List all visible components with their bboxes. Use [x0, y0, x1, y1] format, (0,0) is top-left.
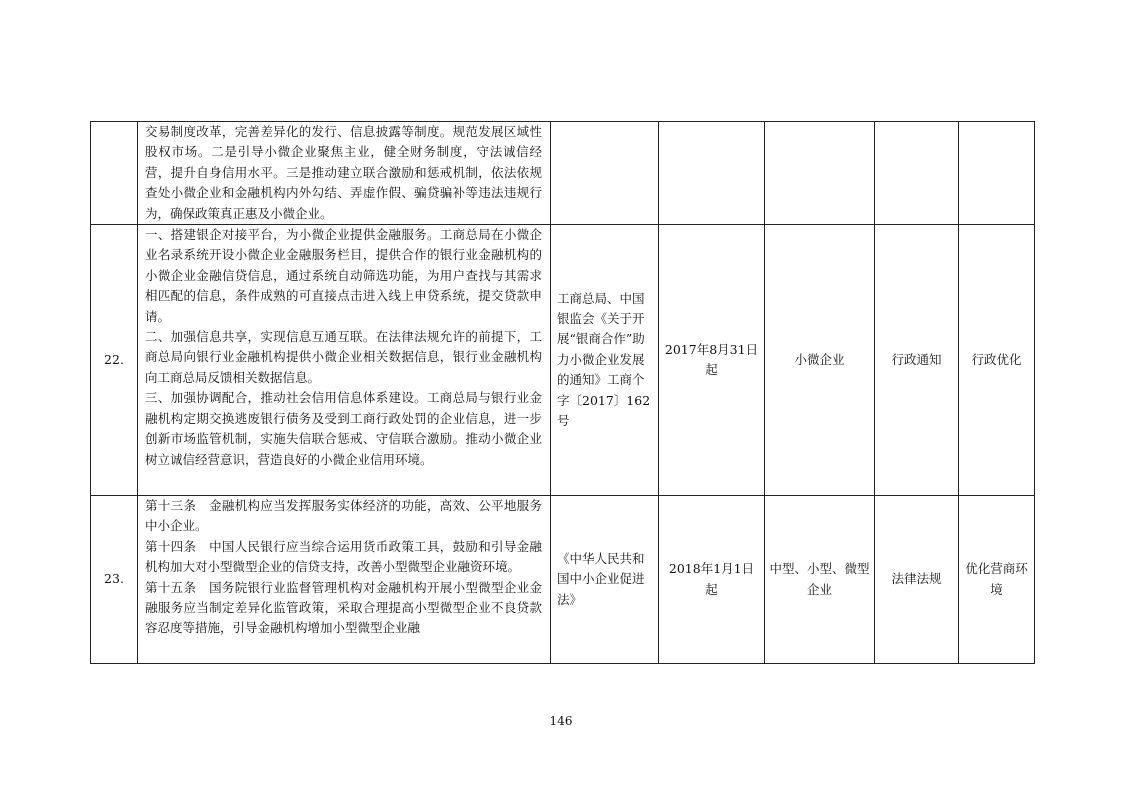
- content-paragraph: 二、加强信息共享，实现信息互通互联。在法律法规允许的前提下，工商总局向银行业金融机构提供小微企业相关数据信息，银行业金融机构向工商总局反馈相关数据信息。: [145, 329, 542, 385]
- policy-category: 法律法规: [875, 496, 959, 664]
- content-paragraph: 第十四条 中国人民银行应当综合运用货币政策工具，鼓励和引导金融机构加大对小型微型企业的信贷支持，改善小型微型企业融资环境。: [145, 538, 542, 575]
- policy-type: [959, 122, 1035, 225]
- policy-source: 工商总局、中国银监会《关于开展“银商合作”助力小微企业发展的通知》工商个字〔2017〕162号: [551, 225, 659, 496]
- target-enterprise: [765, 122, 875, 225]
- policy-type: 行政优化: [959, 225, 1035, 496]
- policy-source: 《中华人民共和国中小企业促进法》: [551, 496, 659, 664]
- table-row: [91, 496, 1035, 664]
- table-row: [91, 122, 1035, 225]
- effective-date: [659, 122, 765, 225]
- row-number: [91, 122, 138, 225]
- content-paragraph: 交易制度改革，完善差异化的发行、信息披露等制度。规范发展区域性股权市场。二是引导小微企业聚焦主业，健全财务制度，守法诚信经营，提升自身信用水平。三是推动建立联合激励和惩戒机制，依法依规查处小微企业和金融机构内外勾结、弄虚作假、骗贷骗补等违法违规行为，确保政策真正惠及小微企业。: [145, 124, 542, 221]
- effective-date: 2018年1月1日起: [659, 496, 765, 664]
- target-enterprise: 小微企业: [765, 225, 875, 496]
- policy-source: [551, 122, 659, 225]
- row-number: 22.: [91, 225, 138, 496]
- policy-category: 行政通知: [875, 225, 959, 496]
- policy-category: [875, 122, 959, 225]
- target-enterprise: 中型、小型、微型企业: [765, 496, 875, 664]
- policy-content: [138, 122, 551, 225]
- content-paragraph: 第十五条 国务院银行业监督管理机构对金融机构开展小型微型企业金融服务应当制定差异化监管政策，采取合理提高小型微型企业不良贷款容忍度等措施，引导金融机构增加小型微型企业融: [145, 579, 542, 636]
- table-row: [91, 225, 1035, 496]
- policy-content: [138, 496, 551, 664]
- content-paragraph: 第十三条 金融机构应当发挥服务实体经济的功能，高效、公平地服务中小企业。: [145, 498, 542, 534]
- policy-content: [138, 225, 551, 496]
- row-number: 23.: [91, 496, 138, 664]
- effective-date: 2017年8月31日起: [659, 225, 765, 496]
- page-number: 146: [549, 714, 573, 728]
- policy-table: [90, 121, 1035, 664]
- content-paragraph: 一、搭建银企对接平台，为小微企业提供金融服务。工商总局在小微企业名录系统开设小微企业金融服务栏目，提供合作的银行业金融机构的小微企业金融信贷信息，通过系统自动筛选功能，为用户查找与其需求相匹配的信息，条件成熟的可直接点击进入线上申贷系统，提交贷款申请。: [145, 227, 542, 324]
- policy-type: 优化营商环境: [959, 496, 1035, 664]
- content-paragraph: 三、加强协调配合，推动社会信用信息体系建设。工商总局与银行业金融机构定期交换逃废银行债务及受到工商行政处罚的企业信息，进一步创新市场监管机制，实施失信联合惩戒、守信联合激励。推动小微企业树立诚信经营意识，营造良好的小微企业信用环境。: [145, 390, 542, 467]
